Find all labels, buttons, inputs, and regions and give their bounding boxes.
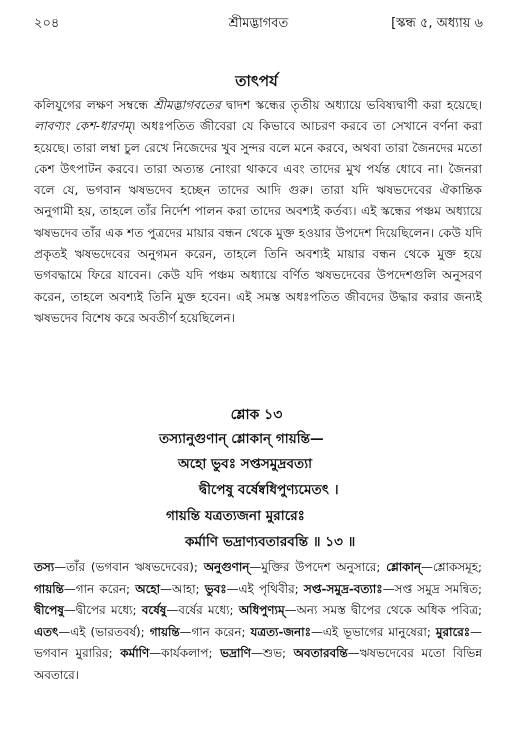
synonym-meaning: —শ্লোকসমূহ;	[421, 560, 482, 574]
purport-heading: তাৎপর্য	[235, 72, 278, 90]
verse-line	[0, 531, 513, 554]
synonym-meaning: —অন্য সমস্ত দ্বীপের থেকে অধিক পবিত্র;	[284, 603, 482, 618]
synonym-meaning: —সপ্ত সমুদ্র সমন্বিত;	[382, 581, 482, 596]
synonym-word: মুরারেঃ	[435, 624, 471, 639]
synonym-word: অধিপুণ্যম্	[238, 603, 285, 618]
synonym-word: ভদ্রাণি	[220, 646, 251, 661]
purport-text-part: দ্বাদশ স্কন্ধের তৃতীয় অধ্যায়ে ভবিষ্যদ্বাণী করা হয়েছে।	[220, 98, 482, 112]
synonym-word: বর্ষেষু	[141, 603, 167, 618]
synonym-meaning: —ঋষভদেবের মতো বিভিন্ন অবতারে।	[34, 646, 482, 682]
synonym-word: অবতারবন্তি	[293, 646, 348, 661]
page-number: ২০৪	[34, 16, 60, 31]
verse-line	[0, 505, 513, 528]
verse-line-text: কর্মাণি ভদ্রাণ্যবতারবন্তি ॥ ১৩ ॥	[185, 534, 356, 550]
synonym-word: অহো	[135, 581, 161, 596]
book-title: শ্রীমদ্ভাগবত	[228, 16, 289, 31]
running-header	[34, 14, 483, 32]
synonym-word: ভুবঃ	[204, 581, 227, 596]
synonym-word: শ্লোকান্	[386, 560, 422, 574]
verse-line-text: দ্বীপেষু বর্ষেষ্বধিপুণ্যমেতৎ ।	[199, 482, 339, 498]
synonym-meaning: —শুভ;	[250, 646, 294, 661]
synonym-word: দ্বীপেষু	[34, 603, 64, 618]
synonym-word: কর্মাণি	[120, 646, 150, 661]
synonym-word: এতৎ	[34, 624, 59, 639]
purport-italic-quote: লাবণ্যং কেশ-ধারণম্	[34, 119, 132, 134]
verse-line	[0, 453, 513, 476]
verse-line-text: গায়ন্তি যত্রত্যজনা মুরারেঃ	[166, 508, 305, 524]
shloka-number: শ্লোক ১৩	[230, 407, 283, 423]
synonym-meaning: —কার্যকলাপ;	[149, 646, 221, 661]
synonym-meaning: —এই (ভারতবর্ষ);	[58, 624, 150, 639]
synonym-meaning: —এই ভূভাগের মানুষেরা;	[310, 624, 436, 639]
synonym-meaning: —আহা;	[160, 581, 205, 596]
synonym-word: তস্য	[34, 560, 55, 574]
section-label: [স্কন্ধ ৫, অধ্যায় ৬	[391, 16, 483, 31]
word-meanings	[34, 557, 482, 687]
synonym-meaning: —মুক্তির উপদেশ অনুসারে;	[249, 560, 387, 574]
synonym-meaning: —তাঁর (ভগবান ঋষভদেবের);	[54, 560, 204, 574]
synonym-word: গায়ন্তি	[149, 624, 180, 639]
synonym-word: সপ্ত-সমুদ্র-বত্যাঃ	[303, 581, 383, 596]
synonym-word: যত্রত্য-জনাঃ	[250, 624, 311, 639]
synonym-word: গায়ন্তি	[34, 581, 64, 596]
synonym-meaning: —এই পৃথিবীর;	[226, 581, 304, 596]
verse-line-text: অহো ভুবঃ সপ্তসমুদ্রবত্যা	[178, 456, 313, 472]
purport-text-part: । অধঃপতিত জীবেরা যে কিভাবে আচরণ করবে তা সেখানে বর্ণনা করা হয়েছে। তারা লম্বা চুল রেখে নিজেদের খুব সুন্দর বলে মনে করবে, অথবা তারা জৈনদের মতো কেশ উৎপাটন করবে। তারা অত্যন্ত নোংরা থাকবে এবং তাদের মুখ পর্যন্ত ধোবে না। জৈনরা বলে যে, ভগবান ঋষভদেব হচ্ছেন তাদের আদি গুরু। তারা যদি ঋষভদেবের ঐকান্তিক অনুগামী হয়, তাহলে তাঁর নির্দেশ পালন করা তাদের অবশ্যই কর্তব্য। এই স্কন্ধের পঞ্চম অধ্যায়ে ঋষভদেব তাঁর এক শত পুত্রদের মায়ার বন্ধন থেকে মুক্ত হওয়ার উপদেশ দিয়েছিলেন। কেউ যদি প্রকৃতই ঋষভদেবের অনুগমন করেন, তাহলে তিনি অবশ্যই মায়ার বন্ধন থেকে মুক্ত হয়ে ভগবদ্ধামে ফিরে যাবেন। কেউ যদি পঞ্চম অধ্যায়ে বর্ণিত ঋষভদেবের উপদেশগুলি অনুসরণ করেন, তাহলে অবশ্যই তিনি মুক্ত হবেন। এই সমস্ত অধঃপতিত জীবদের উদ্ধার করার জন্যই ঋষভদেব বিশেষ করে অবতীর্ণ হয়েছিলেন।	[34, 119, 482, 325]
verse-line-text: তস্যানুগুণান্ শ্লোকান্ গায়ন্তি—	[159, 431, 324, 447]
synonym-meaning: —গান করেন;	[63, 581, 136, 596]
purport-text	[34, 95, 482, 329]
synonym-meaning: —বর্ষের মধ্যে;	[166, 603, 239, 618]
synonym-meaning: —ভগবান মুরারির;	[34, 624, 482, 661]
synonym-meaning: —দ্বীপের মধ্যে;	[63, 603, 142, 618]
purport-text-part: কলিযুগের লক্ষণ সম্বন্ধে	[34, 98, 154, 112]
synonym-meaning: —গান করেন;	[179, 624, 251, 639]
purport-italic-book: শ্রীমদ্ভাগবতের	[153, 98, 221, 112]
synonym-word: অনুগুণান্	[203, 560, 250, 574]
verse-line	[0, 479, 513, 502]
verse-line	[0, 428, 513, 451]
